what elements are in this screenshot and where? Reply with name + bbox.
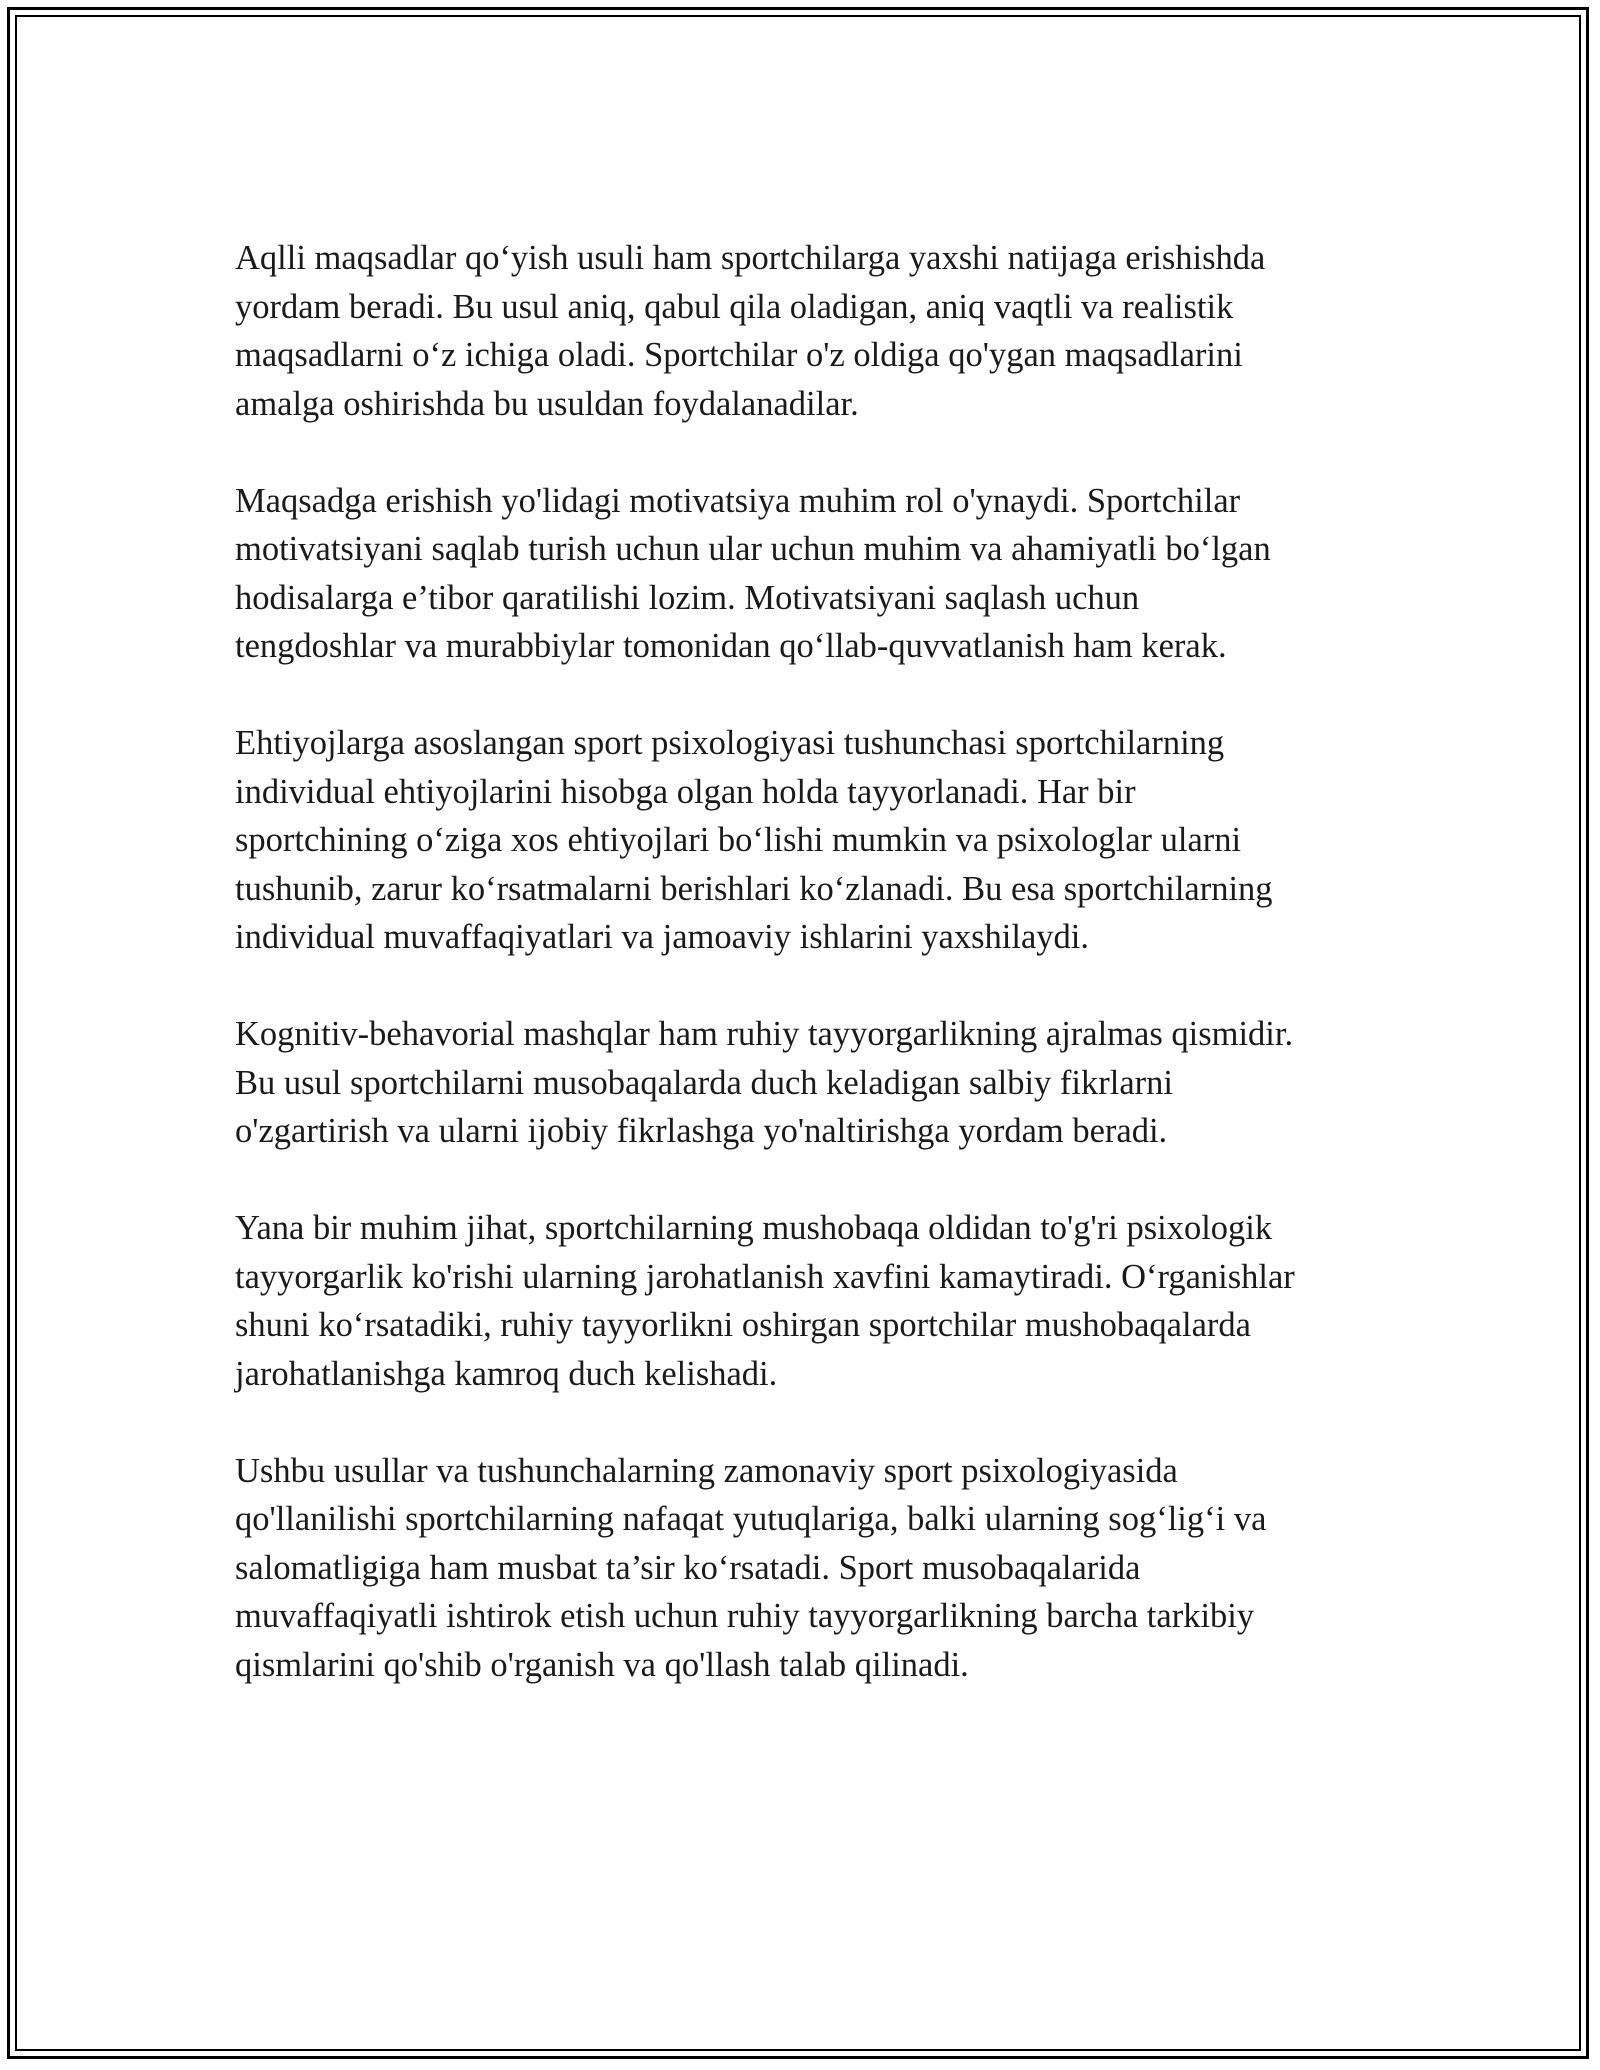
text-line: Aqlli maqsadlar qo‘yish usuli ham sportchilarga yaxshi natijaga erishishda (235, 239, 1266, 277)
text-line: amalga oshirishda bu usuldan foydalanadilar. (235, 384, 859, 423)
paragraph-3 (235, 719, 1385, 962)
text-line: Maqsadga erishish yo'lidagi motivatsiya muhim rol o'ynaydi. Sportchilar (235, 481, 1241, 520)
text-line: individual muvaffaqiyatlari va jamoaviy ishlarini yaxshilaydi. (235, 918, 1089, 956)
text-line: salomatligiga ham musbat ta’sir ko‘rsatadi. Sport musobaqalarida (235, 1548, 1141, 1587)
text-line: muvaffaqiyatli ishtirok etish uchun ruhiy tayyorgarlikning barcha tarkibiy (235, 1597, 1255, 1635)
text-line: jarohatlanishga kamroq duch kelishadi. (235, 1354, 778, 1393)
paragraph-6 (235, 1447, 1385, 1690)
text-line: Yana bir muhim jihat, sportchilarning mushobaqa oldidan to'g'ri psixologik (235, 1209, 1273, 1247)
text-line: maqsadlarni o‘z ichiga oladi. Sportchilar o'z oldiga qo'ygan maqsadlarini (235, 336, 1243, 374)
paragraph-4 (235, 1010, 1385, 1156)
document-body (235, 234, 1385, 1738)
text-line: yordam beradi. Bu usul aniq, qabul qila oladigan, aniq vaqtli va realistik (235, 287, 1234, 326)
text-line: hodisalarga e’tibor qaratilishi lozim. Motivatsiyani saqlash uchun (235, 578, 1140, 617)
text-line: tayyorgarlik ko'rishi ularning jarohatlanish xavfini kamaytiradi. O‘rganishlar (235, 1257, 1295, 1296)
text-line: Ushbu usullar va tushunchalarning zamonaviy sport psixologiyasida (235, 1451, 1178, 1490)
text-line: qismlarini qo'shib o'rganish va qo'llash talab qilinadi. (235, 1645, 969, 1684)
text-line: tengdoshlar va murabbiylar tomonidan qo‘llab-quvvatlanish ham kerak. (235, 627, 1227, 665)
text-line: qo'llanilishi sportchilarning nafaqat yutuqlariga, balki ularning sog‘lig‘i va (235, 1500, 1267, 1538)
text-line: sportchining o‘ziga xos ehtiyojlari bo‘lishi mumkin va psixologlar ularni (235, 821, 1242, 859)
text-line: motivatsiyani saqlab turish uchun ular uchun muhim va ahamiyatli bo‘lgan (235, 530, 1271, 568)
paragraph-2 (235, 477, 1385, 671)
paragraph-1 (235, 234, 1385, 428)
text-line: tushunib, zarur ko‘rsatmalarni berishlari ko‘zlanadi. Bu esa sportchilarning (235, 869, 1273, 908)
text-line: Bu usul sportchilarni musobaqalarda duch keladigan salbiy fikrlarni (235, 1063, 1173, 1102)
text-line: shuni ko‘rsatadiki, ruhiy tayyorlikni oshirgan sportchilar mushobaqalarda (235, 1306, 1251, 1344)
paragraph-5 (235, 1204, 1385, 1398)
text-line: Kognitiv-behavorial mashqlar ham ruhiy tayyorgarlikning ajralmas qismidir. (235, 1015, 1294, 1053)
text-line: individual ehtiyojlarini hisobga olgan holda tayyorlanadi. Har bir (235, 772, 1136, 811)
text-line: Ehtiyojlarga asoslangan sport psixologiyasi tushunchasi sportchilarning (235, 724, 1225, 762)
text-line: o'zgartirish va ularni ijobiy fikrlashga yo'naltirishga yordam beradi. (235, 1112, 1168, 1150)
